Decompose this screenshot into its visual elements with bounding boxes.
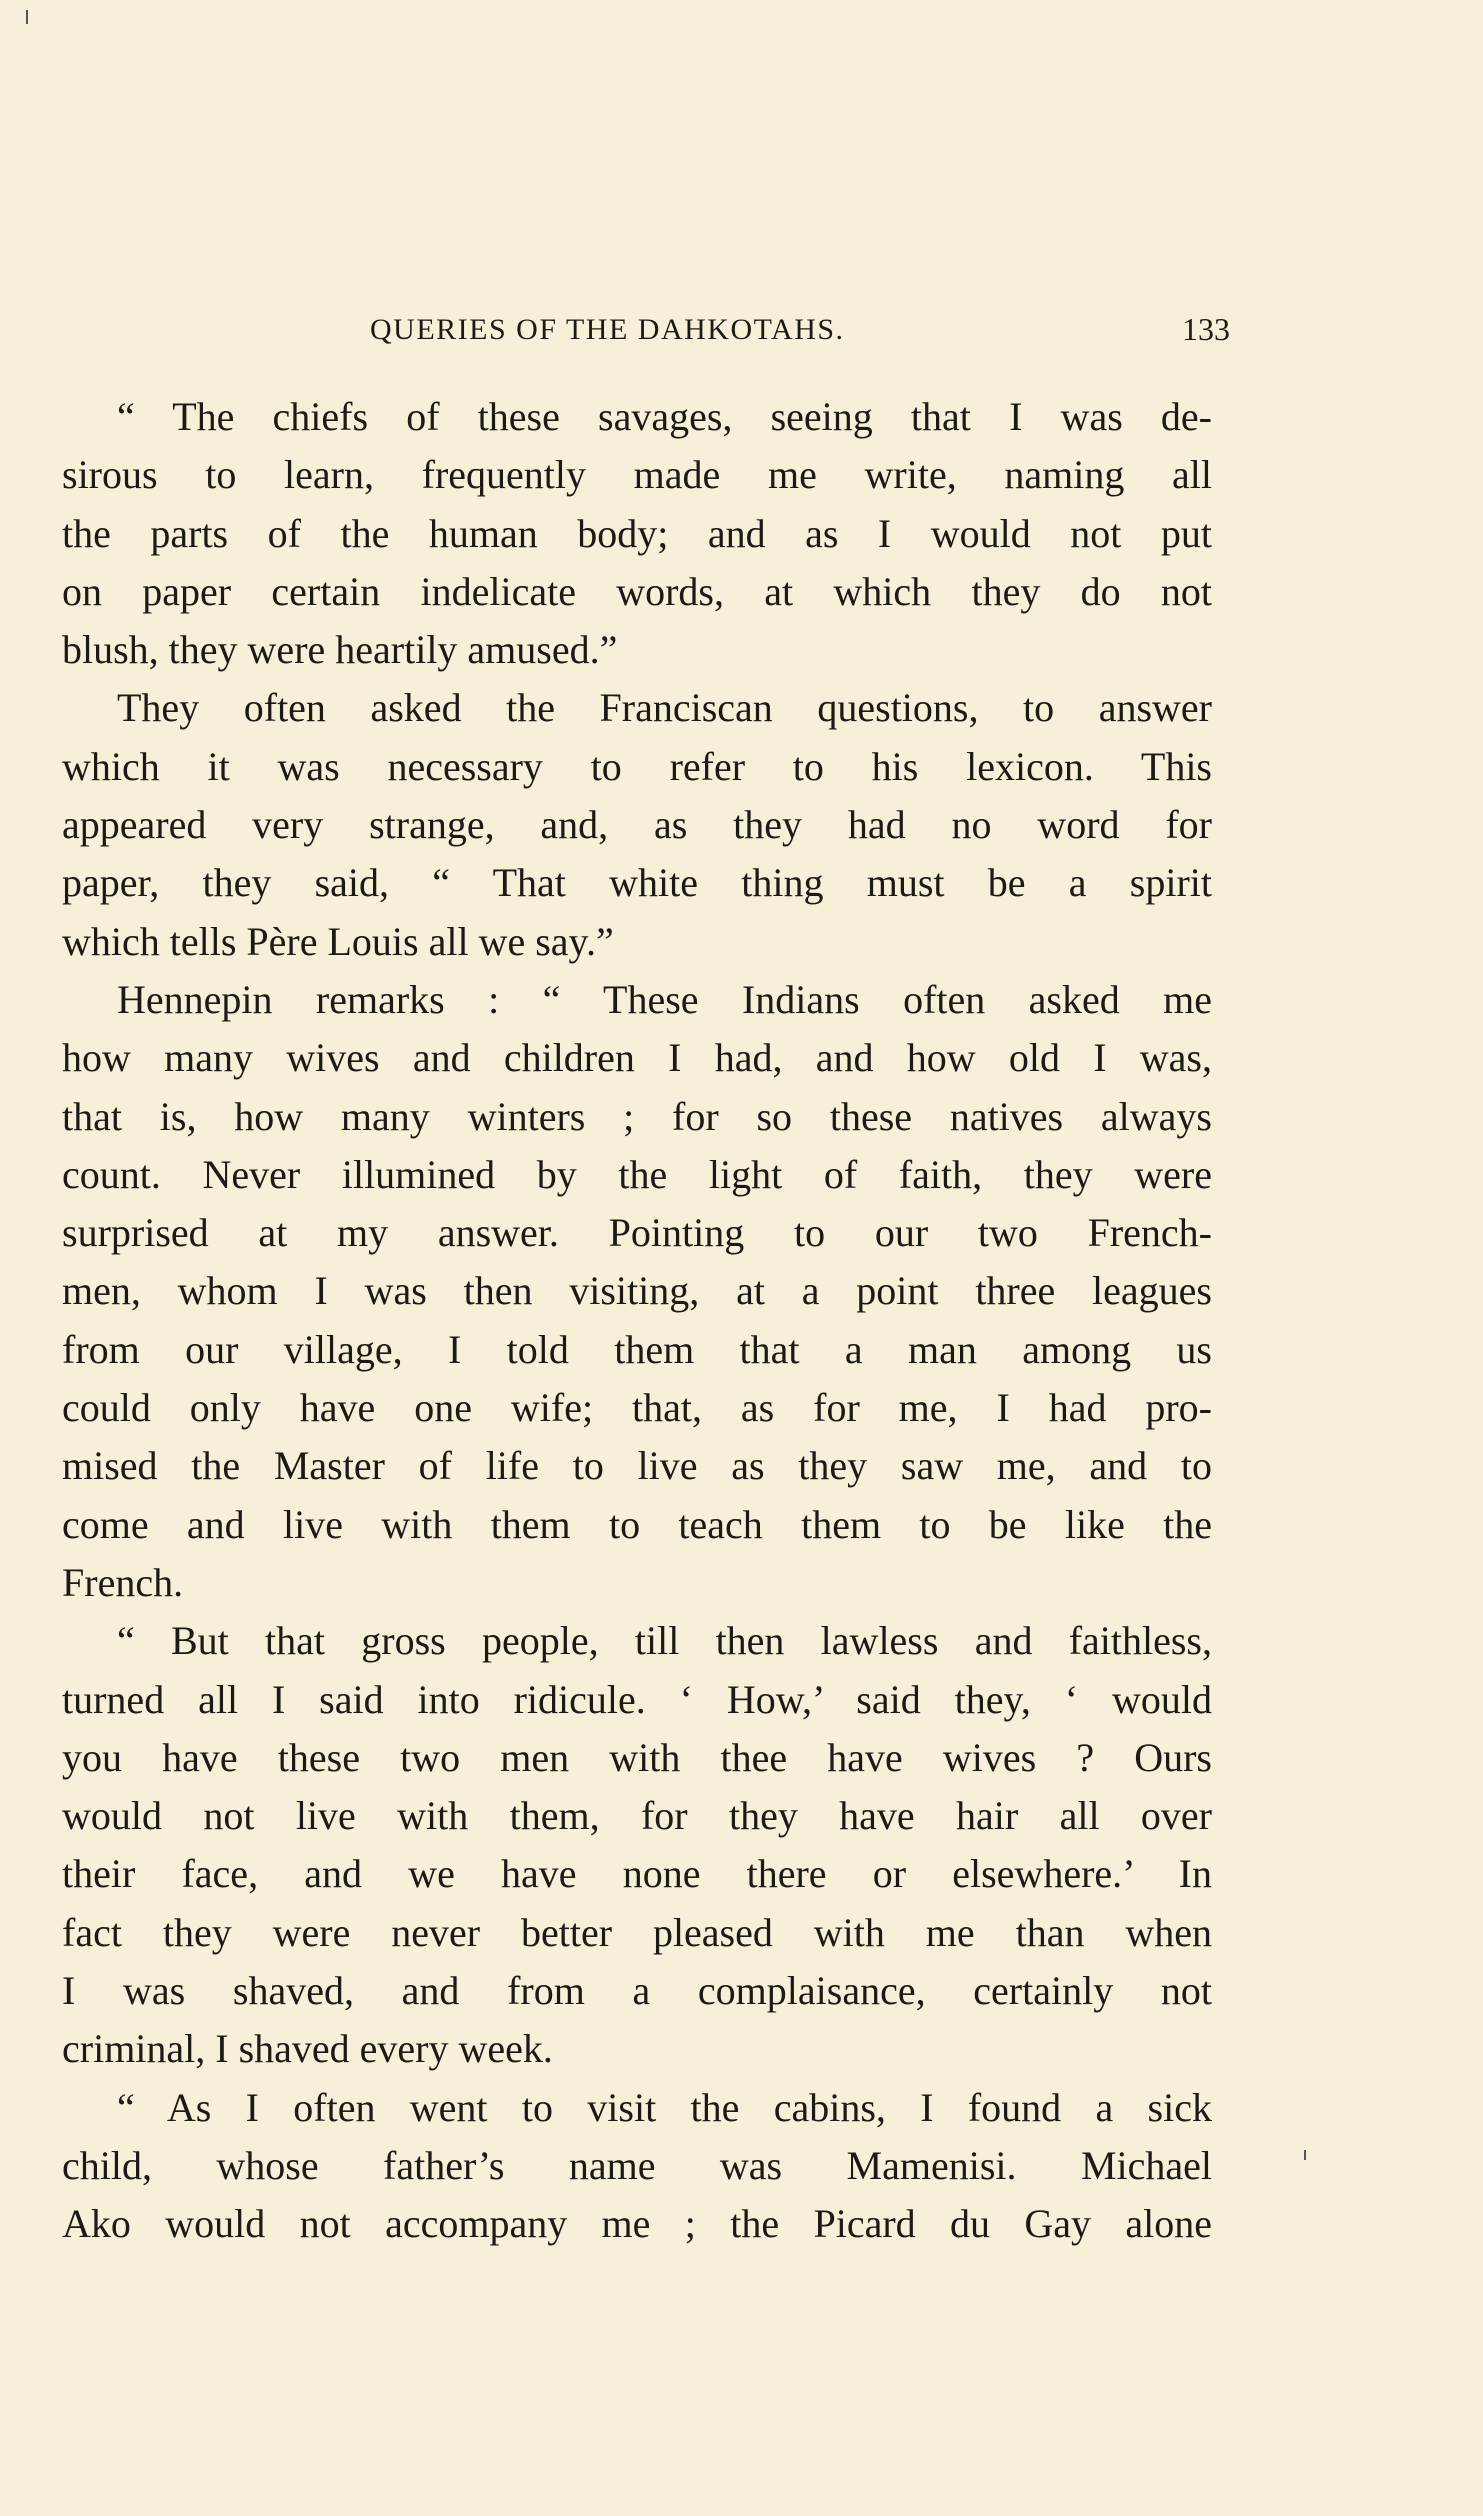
text-line: could only have one wife; that, as for me, I had pro- xyxy=(62,1385,1212,1431)
text-line: count. Never illumined by the light of faith, they were xyxy=(62,1151,1212,1197)
text-line: blush, they were heartily amused.” xyxy=(62,627,618,673)
text-line: “ As I often went to visit the cabins, I found a sick xyxy=(117,2084,1212,2130)
text-line: the parts of the human body; and as I would not put xyxy=(62,510,1212,556)
text-line: Hennepin remarks : “ These Indians often asked me xyxy=(117,976,1212,1022)
text-line: that is, how many winters ; for so these natives always xyxy=(62,1093,1212,1139)
text-line: on paper certain indelicate words, at which they do not xyxy=(62,568,1212,614)
print-speck xyxy=(1304,2150,1306,2160)
text-line: I was shaved, and from a complaisance, certainly not xyxy=(62,1968,1212,2014)
page-number: 133 xyxy=(1182,311,1230,347)
running-head: QUERIES OF THE DAHKOTAHS. xyxy=(370,313,845,346)
text-line: their face, and we have none there or elsewhere.’ In xyxy=(62,1851,1212,1897)
body-text xyxy=(62,388,1212,2254)
text-line: from our village, I told them that a man among us xyxy=(62,1326,1212,1372)
text-line: “ The chiefs of these savages, seeing that I was de- xyxy=(117,394,1212,439)
text-line: come and live with them to teach them to be like the xyxy=(62,1501,1212,1547)
page-header xyxy=(60,305,1230,355)
text-line: French. xyxy=(62,1559,184,1605)
text-line: which it was necessary to refer to his lexicon. This xyxy=(62,743,1212,789)
text-line: surprised at my answer. Pointing to our two French- xyxy=(62,1210,1212,1256)
text-line: They often asked the Franciscan questions, to answer xyxy=(117,685,1212,731)
text-line: paper, they said, “ That white thing must be a spirit xyxy=(62,860,1212,906)
text-line: Ako would not accompany me ; the Picard du Gay alone xyxy=(62,2201,1212,2247)
print-speck xyxy=(26,10,28,24)
text-line: appeared very strange, and, as they had no word for xyxy=(62,802,1212,848)
text-line: men, whom I was then visiting, at a point three leagues xyxy=(62,1268,1212,1314)
text-line: child, whose father’s name was Mamenisi. Michael xyxy=(62,2142,1212,2188)
text-line: which tells Père Louis all we say.” xyxy=(62,918,614,964)
text-line: fact they were never better pleased with me than when xyxy=(62,1909,1212,1955)
text-line: how many wives and children I had, and how old I was, xyxy=(62,1035,1212,1081)
text-line: you have these two men with thee have wives ? Ours xyxy=(62,1734,1212,1780)
text-line: sirous to learn, frequently made me write, naming all xyxy=(62,452,1212,498)
text-line: turned all I said into ridicule. ‘ How,’ said they, ‘ would xyxy=(62,1676,1212,1722)
text-line: “ But that gross people, till then lawless and faithless, xyxy=(117,1618,1212,1664)
text-line: would not live with them, for they have hair all over xyxy=(62,1793,1212,1839)
text-line: mised the Master of life to live as they saw me, and to xyxy=(62,1443,1212,1489)
text-line: criminal, I shaved every week. xyxy=(62,2026,553,2072)
